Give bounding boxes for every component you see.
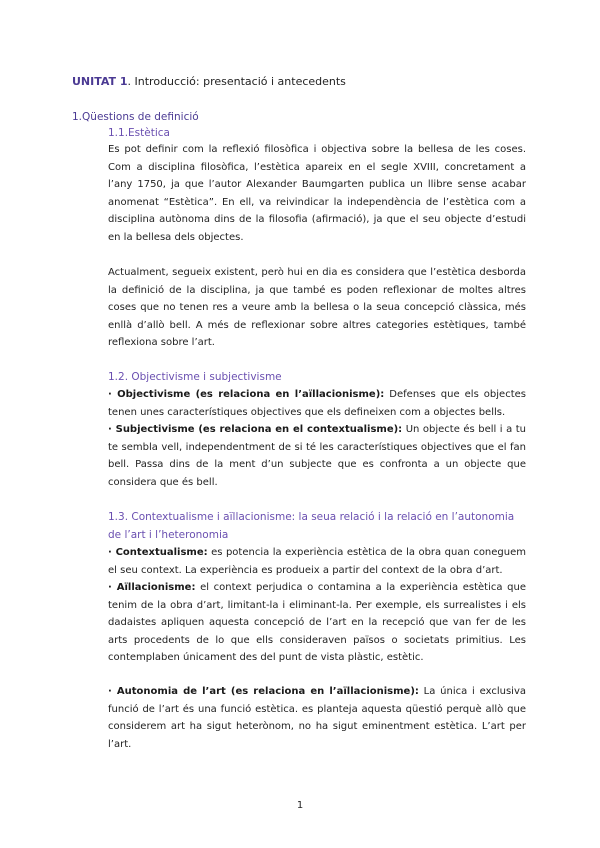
subsection-1-2-title: 1.2. Objectivisme i subjectivisme <box>108 371 282 383</box>
subsection-1-3-title: 1.3. Contextualisme i aïllacionisme: la seua relació i la relació en l’autonomia de l’art i l’heteronomia <box>108 511 515 541</box>
autonomia-paragraph <box>108 683 526 753</box>
subjectivisme-label: · Subjectivisme (es relaciona en el contextualisme): <box>108 424 403 435</box>
aillacionisme-label: · Aïllacionisme: <box>108 582 196 593</box>
aillacionisme-text: el context perjudica o contamina a la experiència estètica que tenim de la obra d’art, limitant-la i eliminant-la. Per exemple, els surrealistes i els dadaistes apliquen aquesta concepció de l’art en la recepció que van fer de les arts procedents de lo que ells consideraven països o societats primitius. Les contemplaben únicament des del punt de vista plàstic, estètic. <box>108 582 526 664</box>
aillacionisme-paragraph <box>108 579 526 667</box>
subjectivisme-text: Un objecte és bell i a tu te sembla vell, independentment de si té les característiques objectives que el fan bell. Passa dins de la ment d’un subjecte que es confronta a un objecte que considera que és bell. <box>108 424 526 488</box>
unit-title <box>72 75 346 89</box>
contextualisme-paragraph <box>108 544 526 579</box>
page-number: 1 <box>296 800 304 811</box>
autonomia-label: · Autonomia de l’art (es relaciona en l’aïllacionisme): <box>108 686 419 697</box>
objectivisme-text: Defenses que els objectes tenen unes característiques objectives que els defineixen com a objectes bells. <box>108 389 526 418</box>
autonomia-text: La única i exclusiva funció de l’art és una funció estètica. es planteja aquesta qüestió perquè allò que considerem art ha sigut heterònom, no ha sigut eminentment estètica. L’art per l’art. <box>108 686 526 750</box>
subsection-1-1-title: 1.1.Estètica <box>108 127 170 139</box>
contextualisme-label: · Contextualisme: <box>108 547 208 558</box>
unit-title-prefix: UNITAT 1 <box>72 75 128 88</box>
subjectivisme-paragraph <box>108 421 526 491</box>
objectivisme-label: · Objectivisme (es relaciona en l’aïllacionisme): <box>108 389 385 400</box>
contextualisme-text: es potencia la experiència estètica de la obra quan coneguem el seu context. La experiència es produeix a partir del context de la obra d’art. <box>108 547 527 576</box>
unit-title-rest: . Introducció: presentació i antecedents <box>127 75 346 88</box>
subsection-1-1-paragraph-1: Es pot definir com la reflexió filosòfica i objectiva sobre la bellesa de les coses. Com a disciplina filosòfica, l’estètica apareix en el segle XVIII, concretament a l’any 1750, ja que l’autor Alexander Baumgarten publica un llibre sense acabar anomenat “Estètica”. En ell, va reivindicar la independència de l’estètica com a disciplina autònoma dins de la filosofia (afirmació), ja que el seu objecte d’estudi en la bellesa dels objectes. <box>108 144 526 243</box>
objectivisme-paragraph <box>108 386 526 421</box>
section-1-title: 1.Qüestions de definició <box>72 111 199 123</box>
subsection-1-1-paragraph-2: Actualment, segueix existent, però hui en dia es considera que l’estètica desborda la definició de la disciplina, ja que també es poden reflexionar de moltes altres coses que no tenen res a veure amb la bellesa o la seua concepció clàssica, més enllà d’allò bell. A més de reflexionar sobre altres categories estètiques, també reflexiona sobre l’art. <box>108 267 526 349</box>
